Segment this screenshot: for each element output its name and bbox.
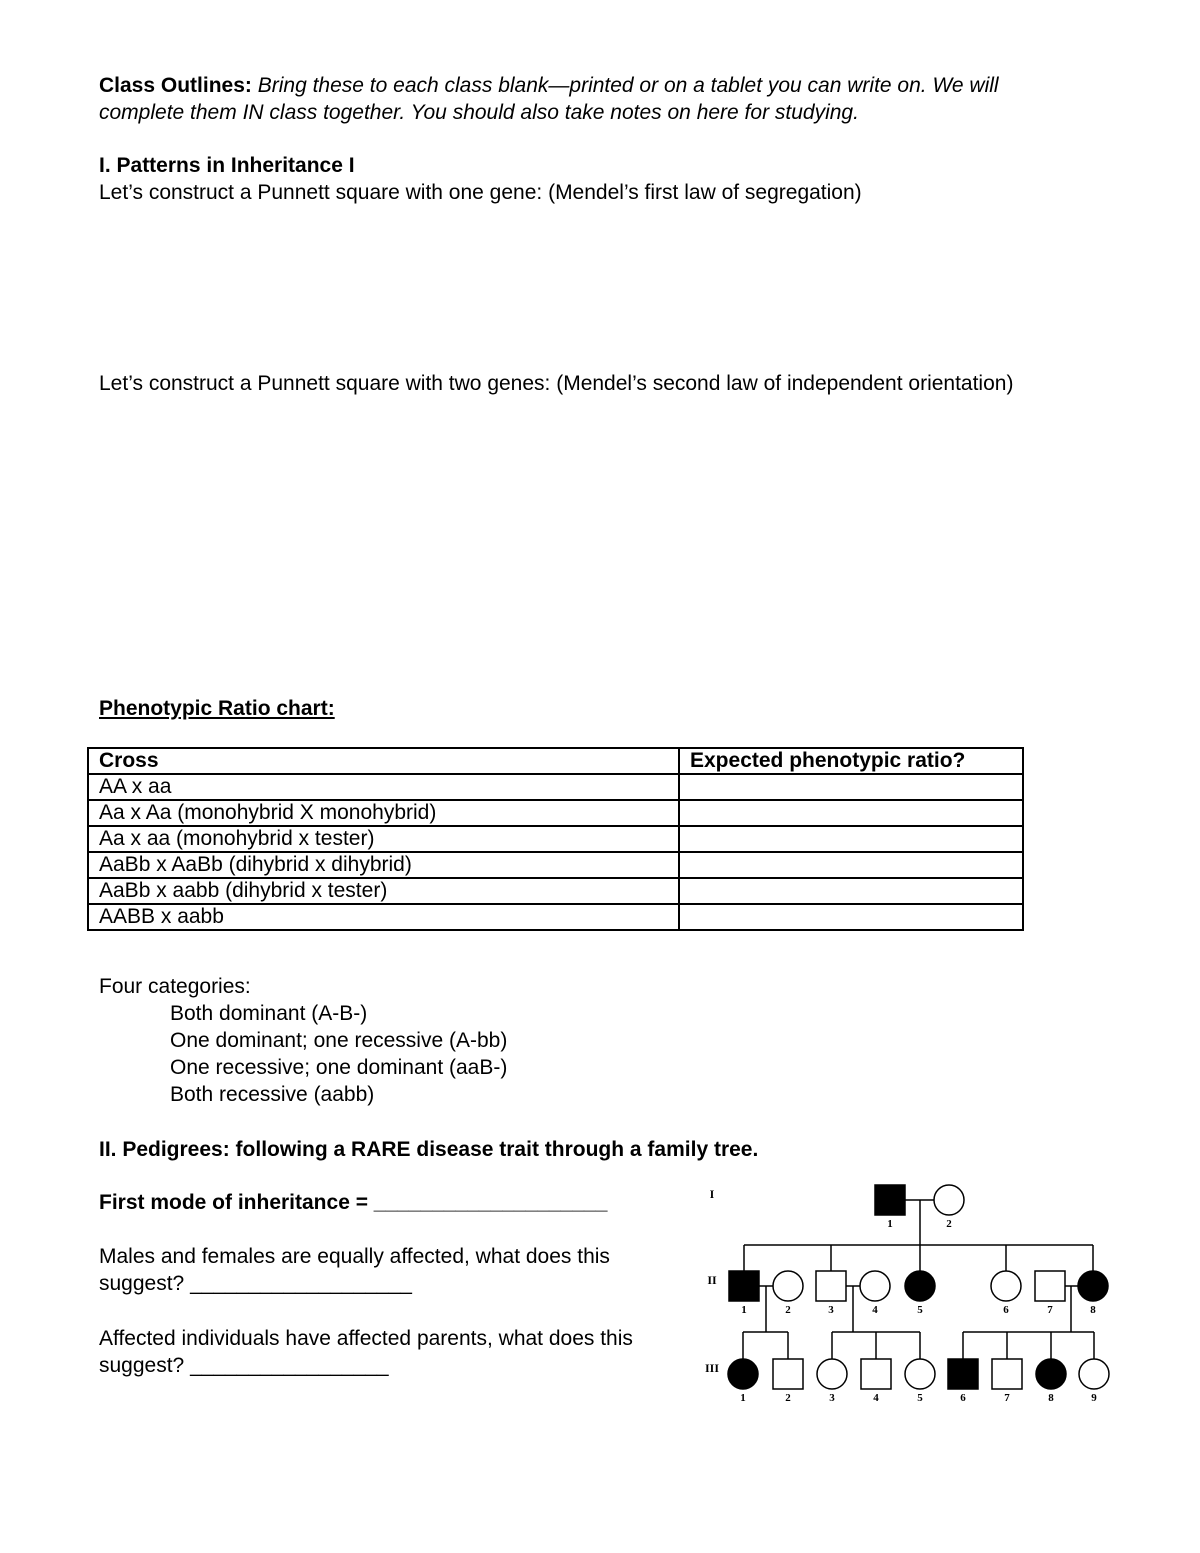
affected-female-symbol bbox=[905, 1271, 935, 1301]
ratio-answer-cell[interactable] bbox=[679, 800, 1023, 826]
affected-female-symbol bbox=[728, 1359, 758, 1389]
intro-text: Bring these to each class blank—printed or on a tablet you can write on. We will complete them IN class together. You should also take notes on here for studying. bbox=[99, 74, 999, 124]
table-row bbox=[88, 852, 1023, 878]
column-header-ratio: Expected phenotypic ratio? bbox=[679, 748, 1023, 774]
individual-number: 1 bbox=[741, 1304, 747, 1316]
unaffected-female-symbol bbox=[934, 1185, 964, 1215]
first-mode-question: First mode of inheritance = ____________________ bbox=[99, 1191, 608, 1214]
pedigree-individual-III-3 bbox=[817, 1359, 847, 1404]
individual-number: 2 bbox=[946, 1218, 952, 1230]
pedigree-individual-I-1 bbox=[875, 1185, 905, 1230]
individual-number: 3 bbox=[828, 1304, 834, 1316]
pedigree-individual-III-4 bbox=[861, 1359, 891, 1404]
categories-list bbox=[170, 1000, 507, 1108]
ratio-answer-cell[interactable] bbox=[679, 904, 1023, 930]
individual-number: 4 bbox=[873, 1392, 879, 1404]
cross-cell: Aa x Aa (monohybrid X monohybrid) bbox=[88, 800, 679, 826]
unaffected-female-symbol bbox=[817, 1359, 847, 1389]
cross-cell: AA x aa bbox=[88, 774, 679, 800]
column-header-cross: Cross bbox=[88, 748, 679, 774]
individual-number: 2 bbox=[785, 1304, 791, 1316]
individual-number: 6 bbox=[1003, 1304, 1009, 1316]
table-row bbox=[88, 878, 1023, 904]
unaffected-male-symbol bbox=[992, 1359, 1022, 1389]
list-item: One dominant; one recessive (A-bb) bbox=[170, 1029, 508, 1052]
pedigree-individual-II-3 bbox=[816, 1271, 846, 1316]
unaffected-female-symbol bbox=[860, 1271, 890, 1301]
cross-cell: AaBb x aabb (dihybrid x tester) bbox=[88, 878, 679, 904]
unaffected-male-symbol bbox=[1035, 1271, 1065, 1301]
cross-cell: AaBb x AaBb (dihybrid x dihybrid) bbox=[88, 852, 679, 878]
unaffected-male-symbol bbox=[816, 1271, 846, 1301]
pedigree-individuals bbox=[728, 1185, 1109, 1404]
generation-label: III bbox=[704, 1361, 720, 1375]
table-header-row bbox=[88, 748, 1023, 774]
affected-parents-question: Affected individuals have affected parents, what does this suggest? _________________ bbox=[99, 1327, 633, 1377]
ratio-answer-cell[interactable] bbox=[679, 878, 1023, 904]
pedigree-individual-III-7 bbox=[992, 1359, 1022, 1404]
individual-number: 7 bbox=[1047, 1304, 1053, 1316]
list-item: Both dominant (A-B-) bbox=[170, 1002, 368, 1025]
list-item: Both recessive (aabb) bbox=[170, 1083, 375, 1106]
ratio-answer-cell[interactable] bbox=[679, 774, 1023, 800]
punnett-one-gene-prompt: Let’s construct a Punnett square with one gene: (Mendel’s first law of segregation) bbox=[99, 181, 862, 204]
ratio-chart-title: Phenotypic Ratio chart: bbox=[99, 697, 335, 720]
unaffected-female-symbol bbox=[1079, 1359, 1109, 1389]
cross-cell: Aa x aa (monohybrid x tester) bbox=[88, 826, 679, 852]
individual-number: 9 bbox=[1091, 1392, 1097, 1404]
unaffected-female-symbol bbox=[905, 1359, 935, 1389]
individual-number: 1 bbox=[740, 1392, 746, 1404]
pedigree-chart bbox=[700, 1175, 1120, 1410]
generation-labels bbox=[705, 1187, 719, 1375]
individual-number: 8 bbox=[1048, 1392, 1054, 1404]
unaffected-female-symbol bbox=[991, 1271, 1021, 1301]
pedigree-individual-II-8 bbox=[1078, 1271, 1108, 1316]
individual-number: 4 bbox=[872, 1304, 878, 1316]
individual-number: 5 bbox=[917, 1392, 923, 1404]
cross-cell: AABB x aabb bbox=[88, 904, 679, 930]
pedigree-individual-II-4 bbox=[860, 1271, 890, 1316]
pedigree-individual-III-1 bbox=[728, 1359, 758, 1404]
affected-female-symbol bbox=[1078, 1271, 1108, 1301]
four-categories-title: Four categories: bbox=[99, 975, 251, 998]
individual-number: 6 bbox=[960, 1392, 966, 1404]
individual-number: 1 bbox=[887, 1218, 893, 1230]
section-1-heading: I. Patterns in Inheritance I bbox=[99, 154, 355, 177]
list-item: One recessive; one dominant (aaB-) bbox=[170, 1056, 508, 1079]
affected-male-symbol bbox=[948, 1359, 978, 1389]
pedigree-individual-II-2 bbox=[773, 1271, 803, 1316]
pedigree-individual-III-2 bbox=[773, 1359, 803, 1404]
pedigree-individual-II-5 bbox=[905, 1271, 935, 1316]
individual-number: 3 bbox=[829, 1392, 835, 1404]
affected-male-symbol bbox=[875, 1185, 905, 1215]
generation-label: I bbox=[709, 1187, 715, 1201]
pedigree-individual-III-6 bbox=[948, 1359, 978, 1404]
table-row bbox=[88, 826, 1023, 852]
table-row bbox=[88, 774, 1023, 800]
section-2-heading: II. Pedigrees: following a RARE disease trait through a family tree. bbox=[99, 1138, 759, 1161]
pedigree-individual-II-6 bbox=[991, 1271, 1021, 1316]
punnett-two-genes-prompt: Let’s construct a Punnett square with two genes: (Mendel’s second law of independent orientation) bbox=[99, 372, 1014, 395]
pedigree-individual-II-1 bbox=[729, 1271, 759, 1316]
pedigree-individual-III-5 bbox=[905, 1359, 935, 1404]
intro-label: Class Outlines: bbox=[99, 74, 252, 97]
affected-female-symbol bbox=[1036, 1359, 1066, 1389]
individual-number: 2 bbox=[785, 1392, 791, 1404]
phenotypic-ratio-table bbox=[87, 747, 1024, 931]
individual-number: 8 bbox=[1090, 1304, 1096, 1316]
class-outlines-intro bbox=[99, 72, 1089, 126]
ratio-answer-cell[interactable] bbox=[679, 826, 1023, 852]
generation-label: II bbox=[707, 1273, 717, 1287]
unaffected-male-symbol bbox=[861, 1359, 891, 1389]
unaffected-male-symbol bbox=[773, 1359, 803, 1389]
pedigree-individual-III-8 bbox=[1036, 1359, 1066, 1404]
individual-number: 5 bbox=[917, 1304, 923, 1316]
ratio-answer-cell[interactable] bbox=[679, 852, 1023, 878]
pedigree-individual-III-9 bbox=[1079, 1359, 1109, 1404]
males-females-question: Males and females are equally affected, what does this suggest? ___________________ bbox=[99, 1245, 610, 1295]
unaffected-female-symbol bbox=[773, 1271, 803, 1301]
pedigree-individual-I-2 bbox=[934, 1185, 964, 1230]
affected-male-symbol bbox=[729, 1271, 759, 1301]
pedigree-individual-II-7 bbox=[1035, 1271, 1065, 1316]
table-row bbox=[88, 904, 1023, 930]
table-row bbox=[88, 800, 1023, 826]
individual-number: 7 bbox=[1004, 1392, 1010, 1404]
